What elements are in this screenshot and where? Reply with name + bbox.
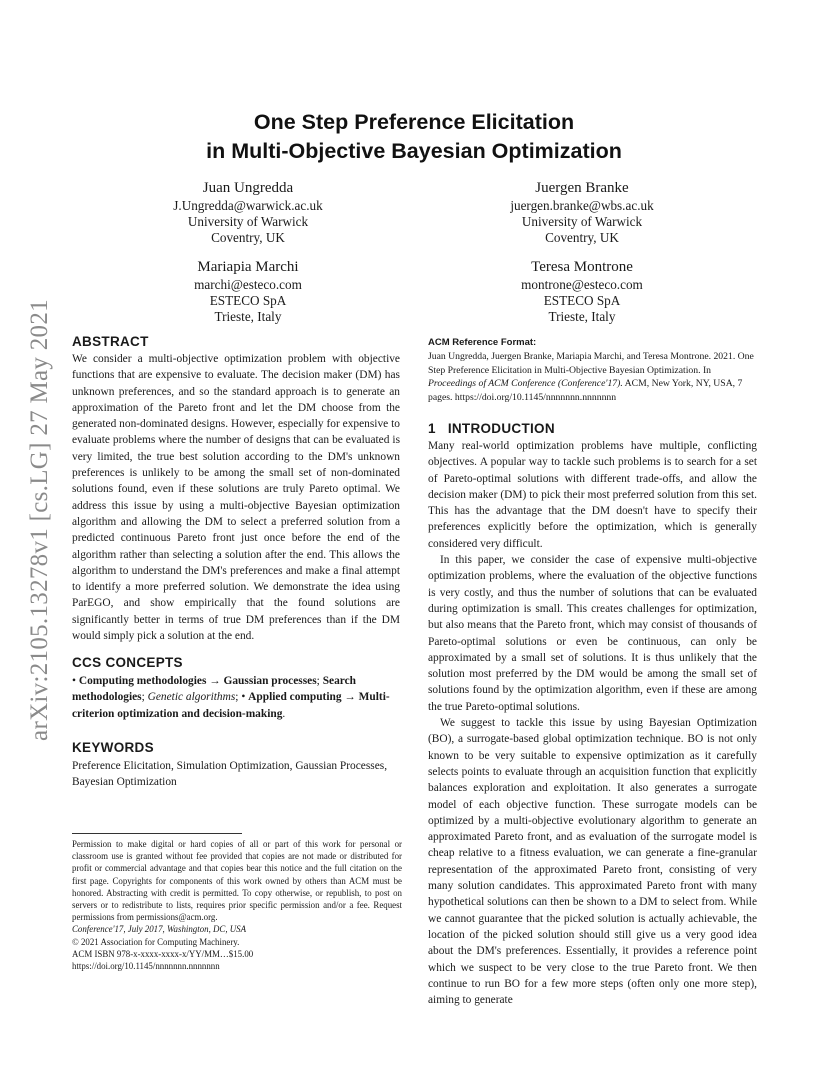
arxiv-stamp: [22, 280, 58, 760]
permission-notice: [72, 838, 402, 972]
intro-paragraph: Many real-world optimization problems have multiple, conflicting objectives. A popular way to tackle such problems is to search for a set of Pareto-optimal solutions with different trade-offs, and allow the decision maker (DM) to pick their most preferred solution from this set. This has the advantage that the DM doesn't have to specify their preferences explicitly before the optimization, which is generally considered very difficult.: [428, 440, 757, 550]
arxiv-identifier: arXiv:2105.13278v1 [cs.LG] 27 May 2021: [26, 299, 53, 741]
section-number: 1: [428, 421, 436, 436]
ccs-concept: Computing methodologies: [78, 675, 207, 687]
title-line-2: in Multi-Objective Bayesian Optimization: [206, 139, 622, 163]
author-email: montrone@esteco.com: [521, 277, 643, 292]
copyright-line: © 2021 Association for Computing Machinery.: [72, 936, 240, 947]
conference-info: Conference'17, July 2017, Washington, DC, USA: [72, 924, 247, 935]
author-affiliation: ESTECO SpA: [209, 293, 287, 308]
author-affiliation: University of Warwick: [187, 214, 309, 229]
permission-text: Permission to make digital or hard copies of all or part of this work for personal or classroom use is granted without fee provided that copies are not made or distributed for profit or commercial advantage and that copies bear this notice and the full citation on the first page. Copyrights for components of this work owned by others than ACM must be honored. Abstracting with credit is permitted. To copy otherwise, or republish, to post on servers or to redistribute to lists, requires prior specific permission and/or a fee. Request permissions from permissions@acm.org.: [72, 839, 402, 923]
author-location: Trieste, Italy: [548, 309, 616, 324]
ccs-section: [72, 655, 400, 722]
author-block: [462, 257, 702, 325]
introduction-section: [428, 421, 757, 1008]
ccs-bullet: •: [241, 691, 246, 704]
paper-title: [72, 108, 756, 166]
ccs-end: .: [282, 707, 286, 720]
ccs-separator: ;: [235, 691, 239, 704]
author-name: Juan Ungredda: [202, 180, 294, 196]
author-email: juergen.branke@wbs.ac.uk: [510, 198, 654, 213]
section-title: INTRODUCTION: [447, 421, 555, 436]
author-name: Teresa Montrone: [531, 259, 633, 275]
title-line-1: One Step Preference Elicitation: [253, 110, 575, 134]
intro-paragraph: We suggest to tackle this issue by using Bayesian Optimization (BO), a surrogate-based global optimization technique. BO is not only known to be very suitable to expensive optimization as it carefully selects points to evaluate through an acquisition function that explicitly balances exploration and exploitation. It also generates a surrogate model of each objective function. These surrogate models can be optimized by a multi-objective evolutionary algorithm to generate an approximated Pareto front, and as evaluation of the surrogate model is cheap relative to a fitness evaluation, we can generate a fine-granular representation of the approximated Pareto front, consisting of very many solution candidates. This approximated Pareto front with many hypothetical solutions can then be shown to a DM to select from. While we cannot guarantee that the picked solution is actually achievable, the location of the picked solution should still give us a very good idea about the DM's preferences. Essentially, it provides a reference point which we suspect to be very close to the true Pareto front. We then continue to run BO for a few more steps (often only one more step), aiming to generate: [428, 717, 757, 1007]
author-block: [128, 257, 368, 325]
ccs-bullet: •: [72, 675, 76, 687]
acm-reference-heading: ACM Reference Format:: [428, 337, 537, 348]
doi-line: https://doi.org/10.1145/nnnnnnn.nnnnnnn: [72, 961, 220, 972]
section-heading: [428, 421, 757, 436]
abstract-text: We consider a multi-objective optimization problem with objective functions that are expensive to evaluate. The decision maker (DM) has unknown preferences, and so the standard approach is to generate an approximation of the Pareto front and let the DM choose from the generated non-dominated designs. However, especially for expensive to evaluate problems where the number of designs that can be evaluated is very limited, the true best solution according to the DM's unknown preferences is unlikely to be among the small set of non-dominated solutions found, even if these solutions are truly Pareto optimal. We address this issue by using a multi-objective Bayesian optimization algorithm and allowing the DM to select a preferred solution from a predicted continuous Pareto front just once before the end of the algorithm rather than selecting a solution after the end. This allows the algorithm to understand the DM's preferences and make a final attempt to identify a more preferred solution. We demonstrate the idea using ParEGO, and show empirically that the found solutions are significantly better in terms of true DM preferences than if the DM would simply pick a solution at the end.: [72, 353, 400, 643]
author-affiliation: ESTECO SpA: [543, 293, 621, 308]
ccs-concept: Genetic algorithms: [147, 691, 236, 704]
section-heading: CCS CONCEPTS: [72, 655, 183, 670]
ccs-concept: Multi-criterion optimization and decision-making: [72, 691, 390, 720]
acm-reference-authors: Juan Ungredda, Juergen Branke, Mariapia Marchi, and Teresa Montrone. 2021. One Step Preference Elicitation in Multi-Objective Bayesian Optimization. In: [428, 351, 754, 376]
ccs-concept: Applied computing: [248, 691, 342, 704]
section-heading: KEYWORDS: [72, 740, 154, 755]
author-block: [462, 178, 702, 246]
ccs-arrow: →: [344, 691, 356, 704]
author-affiliation: University of Warwick: [521, 214, 643, 229]
acm-reference-text: [428, 350, 757, 404]
author-name: Mariapia Marchi: [197, 259, 299, 275]
ccs-separator: ;: [141, 691, 145, 704]
section-heading: ABSTRACT: [72, 334, 149, 349]
author-name: Juergen Branke: [535, 180, 629, 196]
acm-reference-tail: ACM, New York, NY, USA, 7 pages. https://doi.org/10.1145/nnnnnnn.nnnnnnn: [428, 378, 743, 403]
ccs-concept: Gaussian processes: [223, 675, 317, 687]
author-block: [128, 178, 368, 246]
footnote-rule: [72, 833, 242, 834]
intro-paragraph: In this paper, we consider the case of expensive multi-objective optimization problems, where the evaluation of the objective functions is very costly, and thus the number of solutions that can be evaluated during optimization is small. This creates challenges for optimization, but also means that the Pareto front, which may consist of thousands of Pareto-optimal solutions or even be continuous, can only be approximated by a small set of solutions. It is thus unlikely that the solution most preferred by the DM would be among the small set of solutions found by the optimization algorithm, even if these are among the true Pareto-optimal solutions.: [428, 554, 757, 713]
ccs-text: [72, 673, 400, 722]
author-email: marchi@esteco.com: [194, 277, 302, 292]
acm-reference-venue: Proceedings of ACM Conference (Conference'17).: [428, 378, 623, 389]
acm-reference: [428, 337, 757, 404]
author-email: J.Ungredda@warwick.ac.uk: [173, 198, 323, 213]
ccs-concept: Search methodologies: [72, 675, 357, 704]
author-location: Coventry, UK: [211, 230, 285, 245]
ccs-arrow: →: [209, 675, 221, 687]
author-location: Trieste, Italy: [214, 309, 282, 324]
keywords-section: [72, 740, 400, 791]
abstract-section: [72, 334, 400, 644]
author-location: Coventry, UK: [545, 230, 619, 245]
keywords-text: Preference Elicitation, Simulation Optimization, Gaussian Processes, Bayesian Optimization: [72, 760, 388, 789]
isbn-line: ACM ISBN 978-x-xxxx-xxxx-x/YY/MM…$15.00: [72, 948, 254, 959]
ccs-separator: ;: [316, 675, 320, 687]
